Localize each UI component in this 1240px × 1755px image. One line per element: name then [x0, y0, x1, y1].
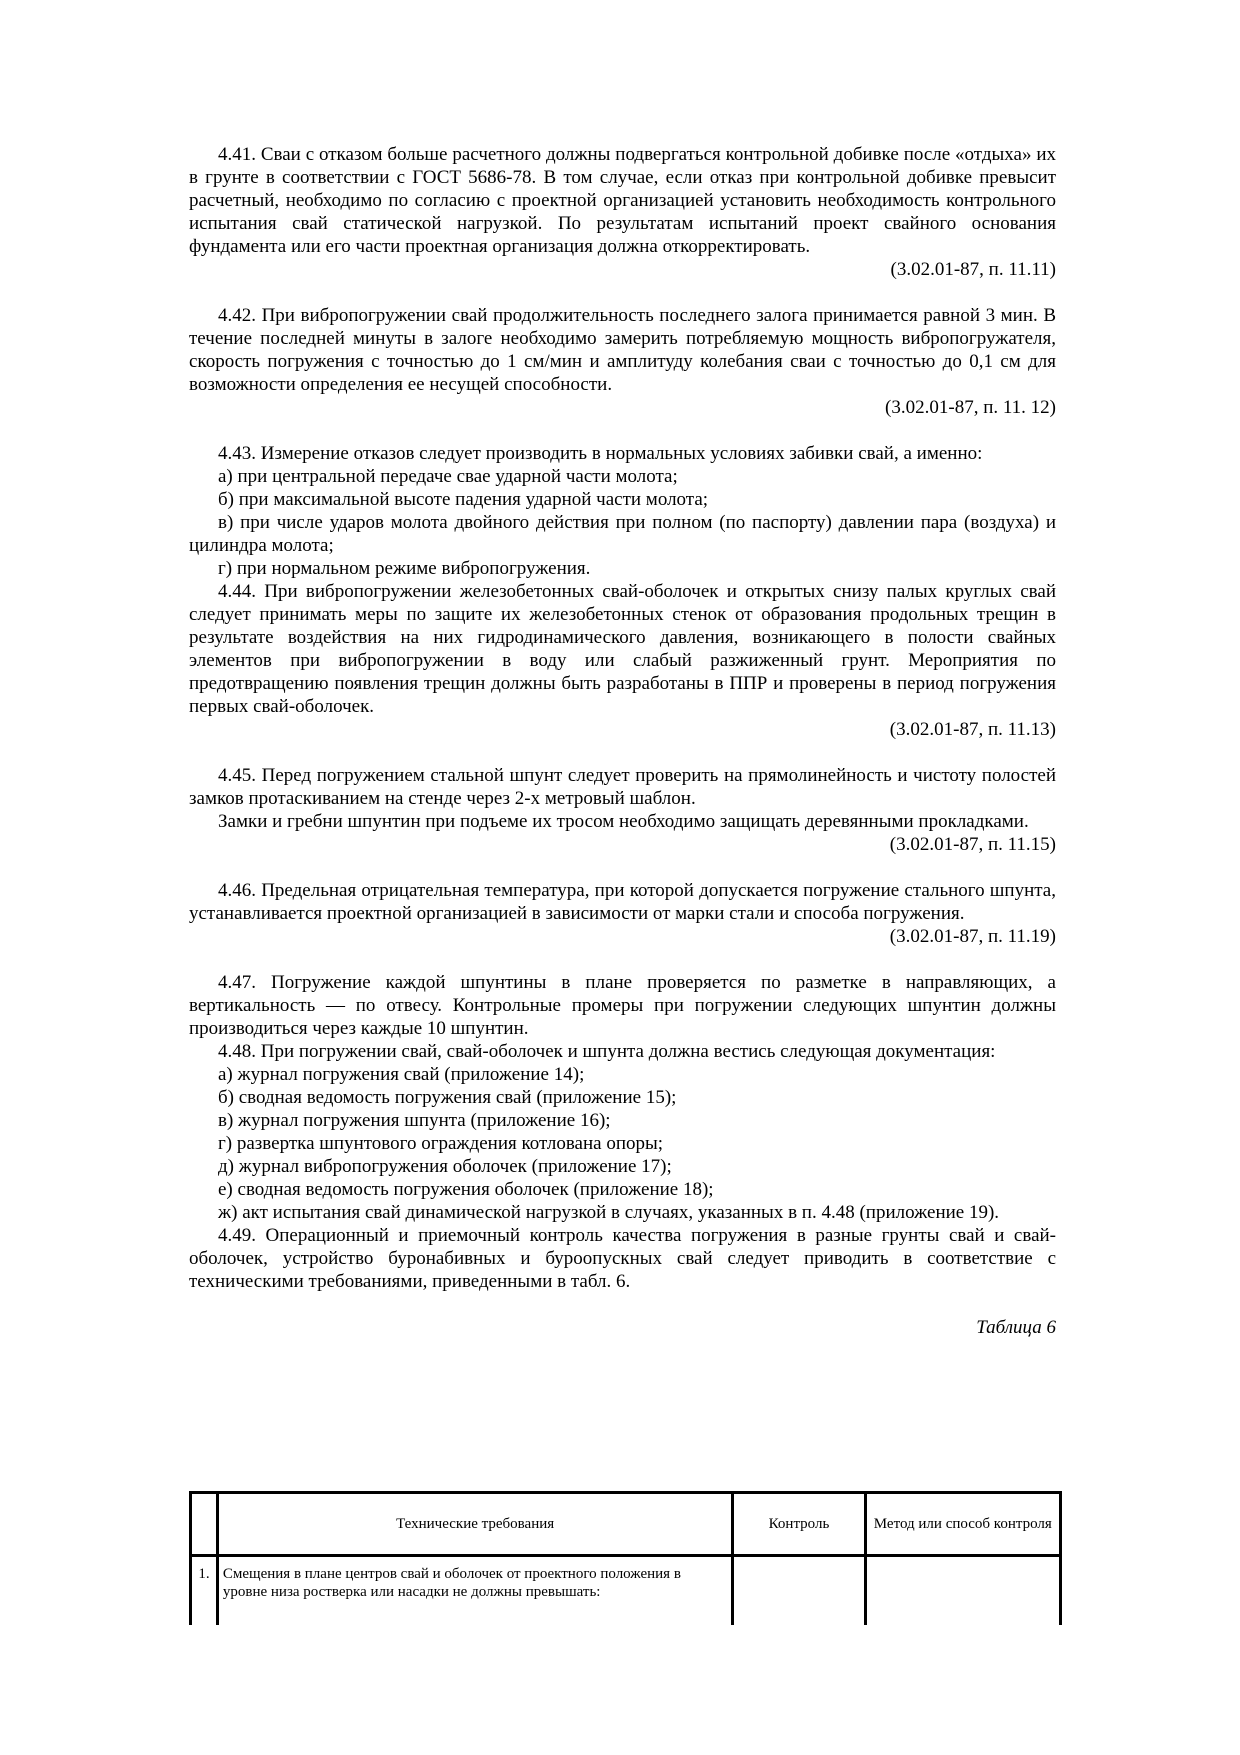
paragraph: 4.42. При вибропогружении свай продолжительность последнего залога принимается равной 3 мин. В течение последней минуты в залоге необходимо замерить потребляемую мощность вибропогружателя, скорость погружения с точностью до 1 см/мин и амплитуду колебания сваи с точностью до 0,1 см для возможности определения ее несущей способности. [189, 305, 1056, 395]
paragraph-gap [189, 281, 1056, 304]
source-reference: (3.02.01-87, п. 11. 12) [885, 397, 1056, 418]
paragraph: 4.41. Сваи с отказом больше расчетного должны подвергаться контрольной добивке после «отдыха» их в грунте в соответствии с ГОСТ 5686-78. В том случае, если отказ при контрольной добивке превысит расчетный, необходимо по согласию с проектной организацией установить необходимость контрольного испытания свай статической нагрузкой. По результатам испытаний проект свайного основания фундамента или его части проектная организация должна откорректировать. [189, 144, 1056, 257]
paragraph: 4.46. Предельная отрицательная температура, при которой допускается погружение стального шпунта, устанавливается проектной организацией в зависимости от марки стали и способа погружения. [189, 880, 1056, 924]
paragraph: в) журнал погружения шпунта (приложение 16); [218, 1110, 611, 1131]
paragraph: д) журнал вибропогружения оболочек (приложение 17); [218, 1156, 672, 1177]
source-reference: (3.02.01-87, п. 11.13) [889, 719, 1056, 740]
row-control [733, 1556, 865, 1626]
paragraph: 4.48. При погружении свай, свай-оболочек и шпунта должна вестись следующая документация: [218, 1041, 996, 1062]
row-num: 1. [191, 1556, 218, 1626]
paragraph: г) при нормальном режиме вибропогружения. [218, 558, 591, 579]
paragraph: б) сводная ведомость погружения свай (приложение 15); [218, 1087, 677, 1108]
header-control: Контроль [733, 1493, 865, 1556]
table-caption: Таблица 6 [976, 1317, 1056, 1338]
row-method [865, 1556, 1060, 1626]
paragraph: 4.49. Операционный и приемочный контроль качества погружения в разные грунты свай и свай-оболочек, устройство буронабивных и буроопускных свай следует приводить в соответствие с техническими требованиями, приведенными в табл. 6. [189, 1225, 1056, 1292]
header-requirements: Технические требования [217, 1493, 733, 1556]
paragraph: а) при центральной передаче свае ударной части молота; [218, 466, 678, 487]
paragraph: а) журнал погружения свай (приложение 14); [218, 1064, 585, 1085]
paragraph: е) сводная ведомость погружения оболочек (приложение 18); [218, 1179, 714, 1200]
table-row [191, 1556, 1061, 1626]
source-reference: (3.02.01-87, п. 11.15) [889, 834, 1056, 855]
source-reference: (3.02.01-87, п. 11.19) [889, 926, 1056, 947]
paragraph-gap [189, 856, 1056, 879]
paragraph-gap [189, 1293, 1056, 1316]
paragraph: Замки и гребни шпунтин при подъеме их тросом необходимо защищать деревянными прокладками. [218, 811, 1029, 832]
paragraph: 4.47. Погружение каждой шпунтины в плане проверяется по разметке в направляющих, а вертикальность — по отвесу. Контрольные промеры при погружении следующих шпунтин должны производиться через каждые 10 шпунтин. [189, 972, 1056, 1039]
paragraph: 4.43. Измерение отказов следует производить в нормальных условиях забивки свай, а именно: [218, 443, 983, 464]
paragraph: 4.44. При вибропогружении железобетонных свай-оболочек и открытых снизу палых круглых свай следует принимать меры по защите их железобетонных стенок от образования продольных трещин в результате воздействия на них гидродинамического давления, возникающего в полости свайных элементов при вибропогружении в воду или слабый разжиженный грунт. Мероприятия по предотвращению появления трещин должны быть разработаны в ППР и проверены в период погружения первых свай-оболочек. [189, 581, 1056, 717]
paragraph-gap [189, 948, 1056, 971]
paragraph: 4.45. Перед погружением стальной шпунт следует проверить на прямолинейность и чистоту полостей замков протаскиванием на стенде через 2-х метровый шаблон. [189, 765, 1056, 809]
paragraph: в) при числе ударов молота двойного действия при полном (по паспорту) давлении пара (воздуха) и цилиндра молота; [189, 512, 1056, 556]
source-reference: (3.02.01-87, п. 11.11) [890, 259, 1056, 280]
paragraph: б) при максимальной высоте падения ударной части молота; [218, 489, 709, 510]
header-num [191, 1493, 218, 1556]
paragraph: ж) акт испытания свай динамической нагрузкой в случаях, указанных в п. 4.48 (приложение 19). [218, 1202, 1000, 1223]
document-body [189, 143, 1056, 1339]
paragraph-gap [189, 419, 1056, 442]
row-requirements: Смещения в плане центров свай и оболочек от проектного положения в уровне низа ростверка или насадки не должны превышать: [217, 1556, 733, 1626]
header-method: Метод или способ контроля [865, 1493, 1060, 1556]
paragraph-gap [189, 741, 1056, 764]
paragraph: г) развертка шпунтового ограждения котлована опоры; [218, 1133, 664, 1154]
table-6 [189, 1491, 1062, 1625]
table-header-row [191, 1493, 1061, 1556]
